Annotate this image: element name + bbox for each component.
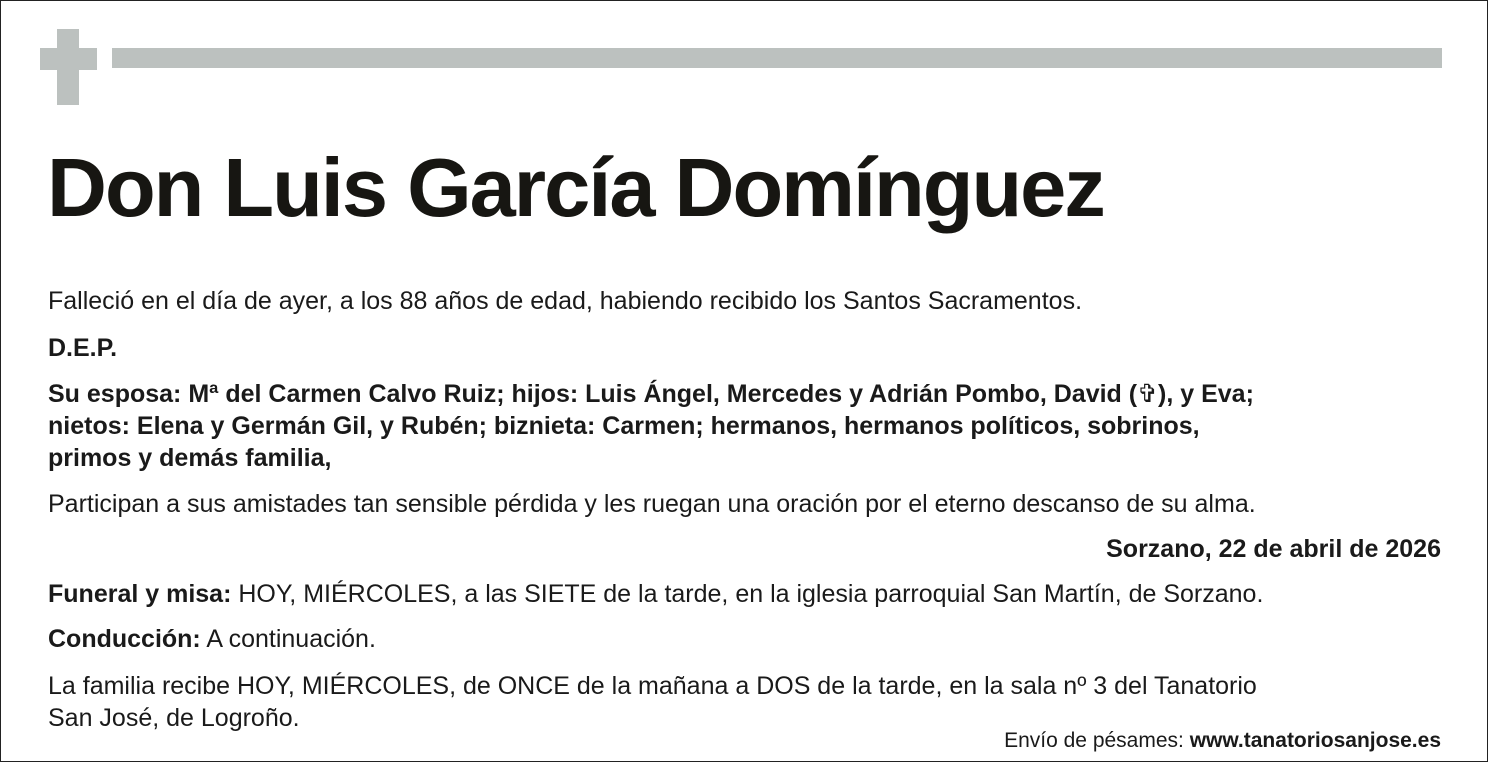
conduction-text: A continuación.	[200, 625, 376, 653]
reception-line-2: San José, de Logroño.	[48, 704, 300, 732]
deceased-name: Don Luis García Domínguez	[47, 141, 1104, 234]
conduction-info	[48, 623, 1448, 656]
condolences-footer	[1004, 725, 1441, 757]
dep-text: D.E.P.	[48, 334, 118, 362]
condolences-link[interactable]: www.tanatoriosanjose.es	[1189, 729, 1441, 752]
participation-text: Participan a sus amistades tan sensible pérdida y les ruegan una oración por el eterno descanso de su alma.	[48, 490, 1256, 518]
condolences-label: Envío de pésames:	[1004, 729, 1190, 752]
reception-line-1: La familia recibe HOY, MIÉRCOLES, de ONCE de la mañana a DOS de la tarde, en la sala nº 3 del Tanatorio	[48, 672, 1257, 700]
intro-text: Falleció en el día de ayer, a los 88 años de edad, habiendo recibido los Santos Sacramentos.	[48, 287, 1083, 315]
header-rule	[112, 48, 1442, 68]
family-line-2: nietos: Elena y Germán Gil, y Rubén; biznieta: Carmen; hermanos, hermanos políticos, sobrinos,	[48, 412, 1200, 440]
cross-icon-horizontal-bar	[40, 48, 97, 70]
funeral-label: Funeral y misa:	[48, 580, 232, 608]
family-line-3: primos y demás familia,	[48, 444, 332, 472]
funeral-info	[48, 578, 1448, 611]
funeral-text: HOY, MIÉRCOLES, a las SIETE de la tarde, en la iglesia parroquial San Martín, de Sorzano.	[231, 580, 1264, 608]
family-line-1: Su esposa: Mª del Carmen Calvo Ruiz; hijos: Luis Ángel, Mercedes y Adrián Pombo, David (✞), y Eva;	[48, 380, 1254, 408]
place-date: Sorzano, 22 de abril de 2026	[1106, 535, 1441, 563]
conduction-label: Conducción:	[48, 625, 201, 653]
